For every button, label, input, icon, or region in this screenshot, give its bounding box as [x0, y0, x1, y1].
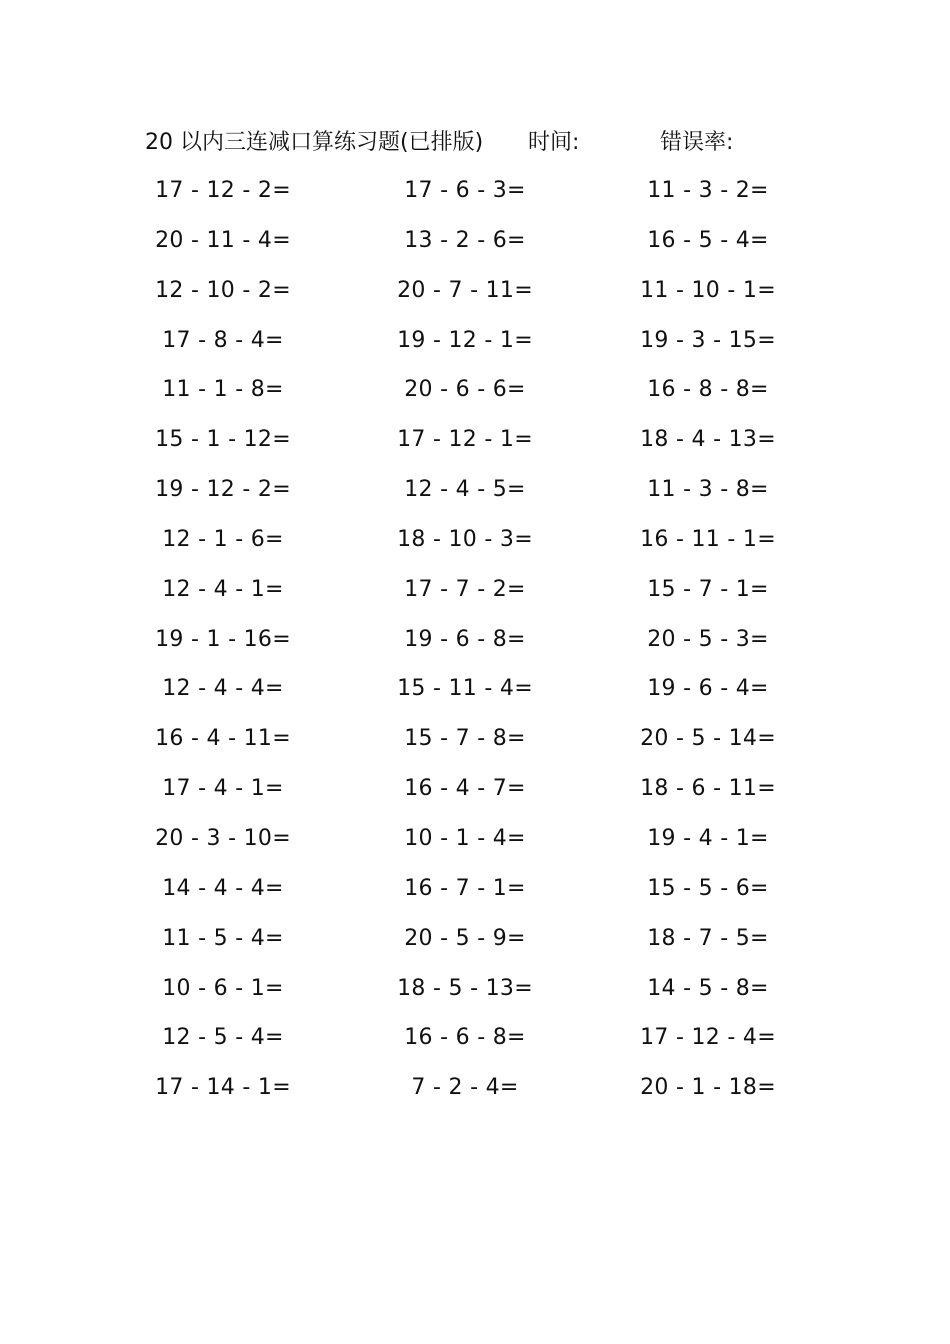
- problem-item: 11 - 1 - 8=: [162, 377, 284, 403]
- problem-item: 19 - 12 - 2=: [155, 477, 291, 503]
- problem-item: 16 - 4 - 7=: [404, 776, 526, 802]
- problem-item: 17 - 12 - 2=: [155, 178, 291, 203]
- problem-item: 7 - 2 - 4=: [411, 1075, 519, 1101]
- problem-item: 19 - 6 - 8=: [404, 626, 526, 652]
- problem-item: 17 - 12 - 4=: [640, 1025, 776, 1051]
- problem-item: 20 - 5 - 14=: [640, 726, 776, 752]
- problem-row: [0, 271, 950, 321]
- problem-row: [0, 819, 950, 869]
- problem-row: [0, 969, 950, 1019]
- problem-row: [0, 1018, 950, 1068]
- problem-row: [0, 719, 950, 769]
- problem-item: 18 - 5 - 13=: [397, 975, 533, 1001]
- problem-row: [0, 420, 950, 470]
- problem-item: 17 - 14 - 1=: [155, 1075, 291, 1101]
- problem-item: 18 - 10 - 3=: [397, 526, 533, 552]
- problem-item: 12 - 4 - 5=: [404, 477, 526, 503]
- problem-item: 15 - 11 - 4=: [397, 676, 533, 702]
- problem-item: 16 - 7 - 1=: [404, 875, 526, 901]
- problem-item: 16 - 5 - 4=: [647, 227, 769, 253]
- problem-item: 20 - 11 - 4=: [155, 227, 291, 253]
- problem-item: 12 - 4 - 4=: [162, 676, 284, 702]
- problem-row: [0, 470, 950, 520]
- problem-item: 20 - 5 - 3=: [647, 626, 769, 652]
- problem-item: 20 - 1 - 18=: [640, 1075, 776, 1101]
- problem-row: [0, 769, 950, 819]
- problem-item: 16 - 11 - 1=: [640, 526, 776, 552]
- problem-item: 19 - 12 - 1=: [397, 327, 533, 353]
- problem-row: [0, 669, 950, 719]
- problem-item: 12 - 4 - 1=: [162, 576, 284, 602]
- problem-item: 15 - 7 - 1=: [647, 576, 769, 602]
- problem-row: [0, 1068, 950, 1118]
- problem-item: 15 - 1 - 12=: [155, 427, 291, 453]
- problem-item: 20 - 6 - 6=: [404, 377, 526, 403]
- problem-row: [0, 520, 950, 570]
- problem-item: 11 - 5 - 4=: [162, 925, 284, 951]
- problem-item: 15 - 7 - 8=: [404, 726, 526, 752]
- problem-item: 16 - 8 - 8=: [647, 377, 769, 403]
- problem-item: 17 - 8 - 4=: [162, 327, 284, 353]
- error-rate-label: 错误率:: [660, 130, 734, 155]
- problem-item: 19 - 3 - 15=: [640, 327, 776, 353]
- problem-grid: [0, 171, 950, 1118]
- worksheet-header: [145, 126, 785, 160]
- problem-item: 14 - 4 - 4=: [162, 875, 284, 901]
- problem-row: [0, 221, 950, 271]
- problem-item: 18 - 4 - 13=: [640, 427, 776, 453]
- problem-item: 20 - 7 - 11=: [397, 277, 533, 303]
- problem-item: 12 - 1 - 6=: [162, 526, 284, 552]
- problem-row: [0, 370, 950, 420]
- problem-item: 10 - 1 - 4=: [404, 825, 526, 851]
- problem-item: 17 - 6 - 3=: [404, 178, 526, 203]
- problem-item: 19 - 6 - 4=: [647, 676, 769, 702]
- problem-row: [0, 321, 950, 371]
- problem-item: 12 - 10 - 2=: [155, 277, 291, 303]
- problem-item: 18 - 6 - 11=: [640, 776, 776, 802]
- problem-item: 11 - 10 - 1=: [640, 277, 776, 303]
- problem-item: 19 - 4 - 1=: [647, 825, 769, 851]
- problem-item: 10 - 6 - 1=: [162, 975, 284, 1001]
- problem-item: 13 - 2 - 6=: [404, 227, 526, 253]
- problem-row: [0, 869, 950, 919]
- problem-item: 17 - 7 - 2=: [404, 576, 526, 602]
- problem-item: 20 - 3 - 10=: [155, 825, 291, 851]
- problem-item: 19 - 1 - 16=: [155, 626, 291, 652]
- problem-item: 16 - 4 - 11=: [155, 726, 291, 752]
- problem-row: [0, 570, 950, 620]
- worksheet-title: 20 以内三连减口算练习题(已排版): [145, 130, 484, 155]
- problem-row: [0, 620, 950, 670]
- problem-item: 17 - 12 - 1=: [397, 427, 533, 453]
- problem-item: 11 - 3 - 8=: [647, 477, 769, 503]
- problem-item: 12 - 5 - 4=: [162, 1025, 284, 1051]
- problem-item: 17 - 4 - 1=: [162, 776, 284, 802]
- problem-item: 14 - 5 - 8=: [647, 975, 769, 1001]
- problem-row: [0, 919, 950, 969]
- problem-item: 20 - 5 - 9=: [404, 925, 526, 951]
- problem-item: 11 - 3 - 2=: [647, 178, 769, 203]
- problem-item: 16 - 6 - 8=: [404, 1025, 526, 1051]
- problem-item: 18 - 7 - 5=: [647, 925, 769, 951]
- problem-row: [0, 171, 950, 221]
- time-label: 时间:: [528, 130, 580, 155]
- problem-item: 15 - 5 - 6=: [647, 875, 769, 901]
